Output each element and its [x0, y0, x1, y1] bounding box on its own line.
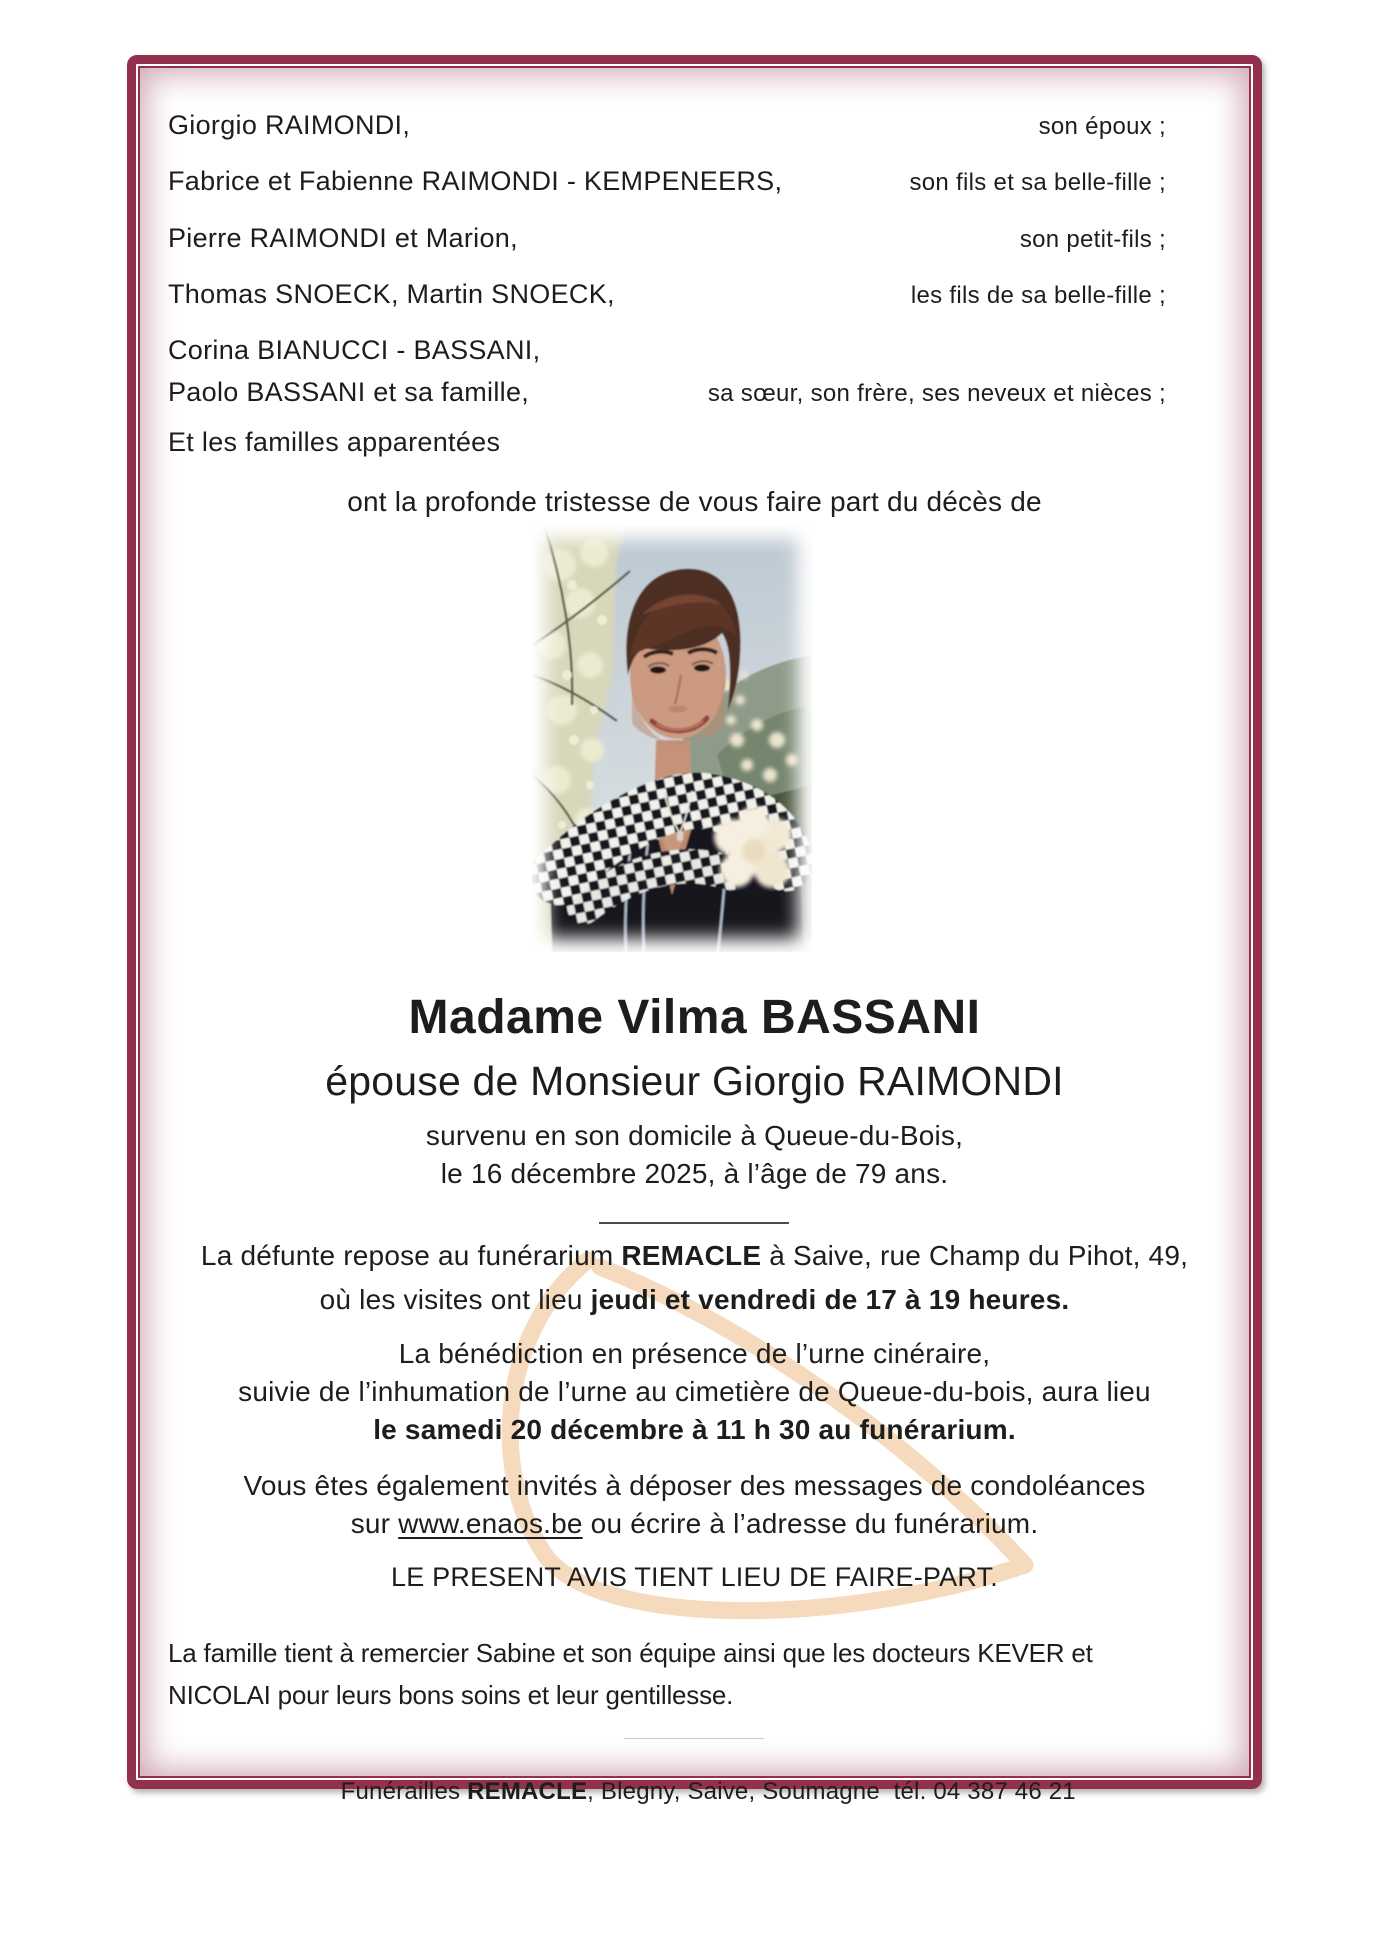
enaos-website-link[interactable]: www.enaos.be — [398, 1508, 583, 1539]
family-name: Paolo BASSANI et sa famille, — [168, 377, 530, 407]
condolences-line1: Vous êtes également invités à déposer des messages de condoléances — [243, 1470, 1146, 1501]
family-row — [168, 223, 1166, 254]
section-divider — [599, 1222, 789, 1224]
family-name: Fabrice et Fabienne RAIMONDI - KEMPENEERS, — [168, 166, 783, 196]
thanks-line2: NICOLAI pour leurs bons soins et leur gentillesse. — [168, 1680, 734, 1710]
visit-hours: jeudi et vendredi de 17 à 19 heures. — [590, 1284, 1070, 1315]
family-row — [168, 110, 1166, 141]
family-relation: sa sœur, son frère, ses neveux et nièces ; — [707, 380, 1166, 407]
family-name: Giorgio RAIMONDI, — [168, 110, 411, 140]
funeral-home-name: REMACLE — [621, 1240, 762, 1271]
family-relation: son petit-fils ; — [1019, 226, 1166, 253]
ceremony-datetime: le samedi 20 décembre à 11 h 30 au funérarium. — [373, 1414, 1016, 1445]
benediction-line1: La bénédiction en présence de l’urne cinéraire, — [398, 1338, 991, 1369]
announcement-line: ont la profonde tristesse de vous faire part du décès de — [347, 486, 1042, 517]
family-row — [168, 377, 1166, 408]
family-name: Thomas SNOECK, Martin SNOECK, — [168, 279, 615, 309]
family-relation: les fils de sa belle-fille ; — [910, 282, 1166, 309]
visits-line: où les visites ont lieu jeudi et vendredi de 17 à 19 heures. — [319, 1284, 1070, 1315]
legal-notice-line: LE PRESENT AVIS TIENT LIEU DE FAIRE-PART. — [391, 1562, 998, 1592]
condolences-line2: sur www.enaos.be ou écrire à l’adresse du funérarium. — [350, 1508, 1039, 1539]
repose-line: La défunte repose au funérarium REMACLE à Saive, rue Champ du Pihot, 49, — [200, 1240, 1189, 1271]
benediction-line2: suivie de l’inhumation de l’urne au cimetière de Queue-du-bois, aura lieu — [238, 1376, 1151, 1407]
family-row — [168, 335, 1166, 366]
related-families-line: Et les familles apparentées — [168, 427, 501, 457]
family-relation: son époux ; — [1038, 113, 1166, 140]
family-relation: son fils et sa belle-fille ; — [909, 169, 1166, 196]
death-date-line: le 16 décembre 2025, à l’âge de 79 ans. — [440, 1158, 949, 1189]
footer-divider — [624, 1738, 764, 1739]
deceased-spouse-subtitle: épouse de Monsieur Giorgio RAIMONDI — [325, 1058, 1064, 1104]
funeral-home-footer: Funérailles REMACLE, Blegny, Saive, Soumagne tél. 04 387 46 21 — [340, 1778, 1076, 1805]
family-row — [168, 279, 1166, 310]
funeral-home-name-footer: REMACLE — [467, 1778, 588, 1805]
death-place-line: survenu en son domicile à Queue-du-Bois, — [425, 1120, 964, 1151]
thanks-line1: La famille tient à remercier Sabine et son équipe ainsi que les docteurs KEVER et — [168, 1638, 1093, 1668]
family-row — [168, 166, 1166, 197]
portrait-photo — [532, 525, 812, 952]
deceased-name-title: Madame Vilma BASSANI — [408, 991, 981, 1044]
family-name: Corina BIANUCCI - BASSANI, — [168, 335, 541, 365]
family-name: Pierre RAIMONDI et Marion, — [168, 223, 518, 253]
